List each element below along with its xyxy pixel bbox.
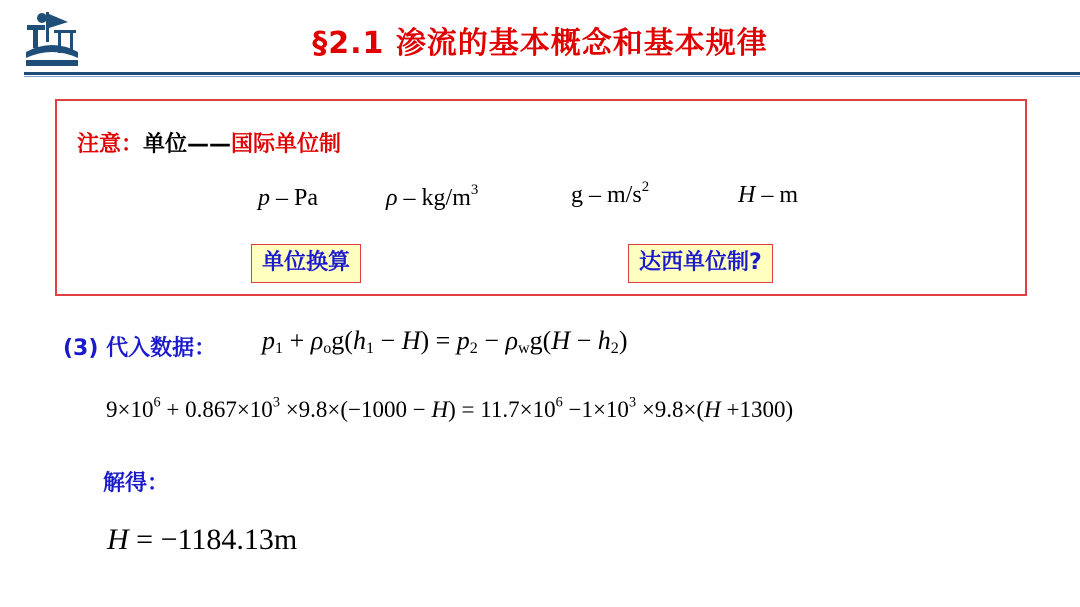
page-title: §2.1 渗流的基本概念和基本规律 xyxy=(312,26,768,61)
equation-substituted: $9\times 10^6 + 0.867\times 10^3 \times 9.8\times(-1000 - H) = 11.7\times 10^6 -1\times 10^3 \times 9.8\times(H +1300)$ xyxy=(106,394,794,422)
solve-label: 解得： xyxy=(103,471,170,496)
unit-pressure: p – Pa xyxy=(258,185,318,211)
unit-conversion-button[interactable]: 单位换算 xyxy=(251,244,361,283)
step-label: (3) 代入数据： xyxy=(63,336,217,361)
result-equation: H = −1184.13m xyxy=(107,523,298,556)
unit-density: ρ – $kg/m^3$ xyxy=(386,181,479,211)
darcy-units-button[interactable]: 达西单位制? xyxy=(628,244,773,283)
note-highlight: 国际单位制 xyxy=(231,132,342,157)
title-divider-thin xyxy=(24,76,1080,77)
title-divider xyxy=(24,72,1080,75)
note-line xyxy=(77,127,341,158)
unit-gravity: g – $m/s^2$ xyxy=(571,178,650,208)
unit-head: H – m xyxy=(738,182,799,208)
note-main: 单位—— xyxy=(143,132,232,157)
equation-balance: $p_1 + \rho_og(h_1 - H) = p_2 - \rho_wg(H - h_2)$ xyxy=(262,326,628,358)
note-label: 注意： xyxy=(77,132,144,157)
